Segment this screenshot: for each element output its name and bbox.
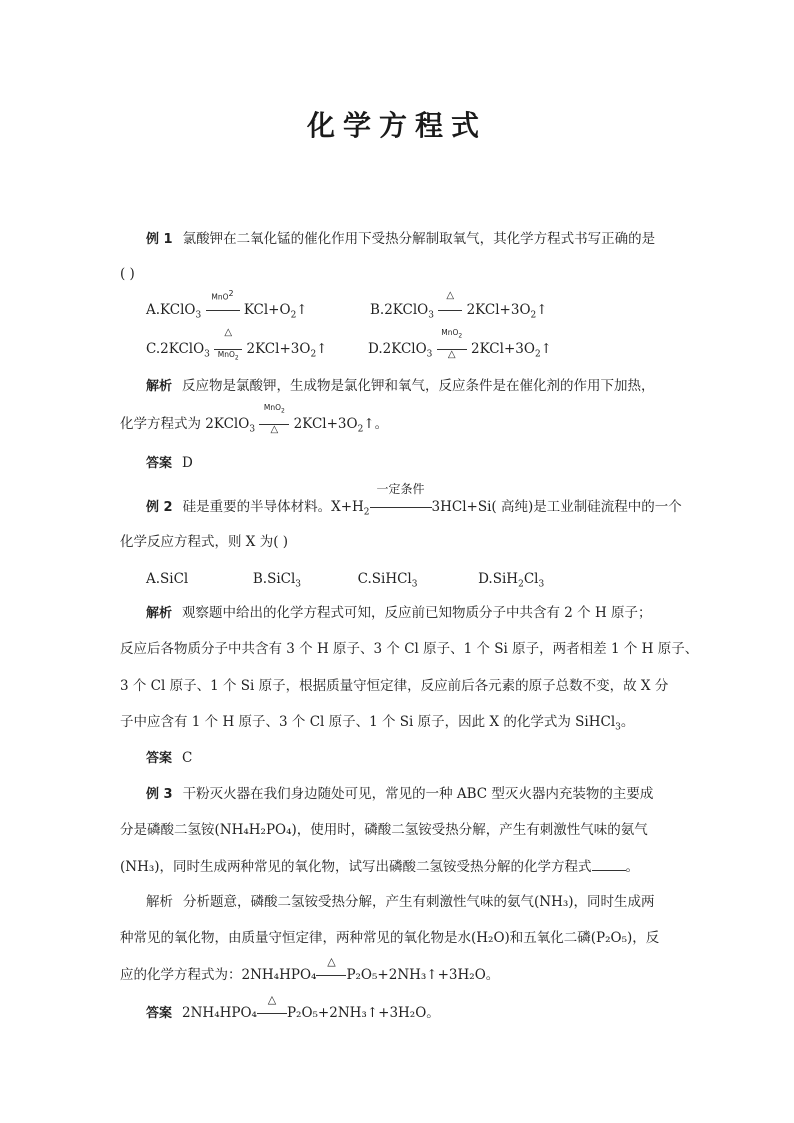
example-3-answer: 答案 2NH₄HPO₄ △ P₂O₅+2NH₃↑+3H₂O。 [146, 993, 440, 1021]
example-1-option-a: A.KClO$_3$ MnO$^2$ $KCl+O_2↑$ [146, 289, 308, 321]
example-2-option-b: B.SiCl$_3$ [252, 571, 302, 590]
answer-label: 答案 [146, 456, 173, 471]
example-2-answer: 答案 C [146, 750, 193, 766]
example-1-analysis: 解析 反应物是氯酸钾，生成物是氯化钾和氧气，反应条件是在催化剂的作用下加热， [146, 378, 655, 394]
example-3-question-line2: 分是磷酸二氢铵(NH₄H₂PO₄)，使用时，磷酸二氢铵受热分解，产生有刺激性气味的氨气 [120, 822, 648, 838]
example-1-question [146, 229, 655, 250]
example-2-option-a: A.SiCl [146, 571, 189, 587]
analysis-label: 解析 [146, 379, 173, 394]
example-2-analysis: 解析 观察题中给出的化学方程式可知，反应前已知物质分子中共含有 2 个 H 原子； [146, 605, 652, 621]
example-3-analysis: 解析 分析题意，磷酸二氢铵受热分解，产生有刺激性气味的氨气(NH₃)，同时生成两 [146, 894, 655, 910]
example-1-option-d: D.2KClO$_3$ MnO$_2$ △ $2KCl+3O_2↑$ [368, 328, 552, 360]
example-2-label: 例 2 [146, 500, 173, 515]
example-1-analysis-equation: 化学方程式为 2KClO$_3$ MnO$_2$ △ $2KCl+3O_2↑$。 [120, 403, 389, 435]
answer-blank [592, 856, 626, 871]
example-1-option-c: C.2KClO$_3$ △ MnO$_2$ $2KCl+3O_2↑$ [146, 327, 328, 362]
example-3-analysis-line3: 应的化学方程式为：2NH₄HPO₄ △ P₂O₅+2NH₃↑+3H₂O。 [120, 955, 500, 983]
example-2-analysis-line3: 3 个 Cl 原子、1 个 Si 原子，根据质量守恒定律，反应前后各元素的原子总数不变，故 X 分 [120, 678, 669, 694]
answer-label: 答案 [146, 1006, 173, 1021]
example-1-text: 氯酸钾在二氧化锰的催化作用下受热分解制取氧气，其化学方程式书写正确的是 [182, 231, 656, 247]
example-2-analysis-line4: 子中应含有 1 个 H 原子、3 个 Cl 原子、1 个 Si 原子，因此 X 的化学式为 SiHCl$_3$。 [120, 714, 635, 733]
example-1-answer: 答案 D [146, 455, 193, 471]
example-2-question: 例 2 硅是重要的半导体材料。$X+H_2$ 一定条件 3HCl+Si( 高纯)是工业制硅流程中的一个 [146, 482, 682, 518]
analysis-label: 解析 [146, 606, 173, 621]
example-3-question-line3: (NH₃)，同时生成两种常见的氧化物，试写出磷酸二氢铵受热分解的化学方程式 。 [120, 856, 639, 877]
page-title: 化学方程式 [306, 109, 487, 142]
example-3-question: 例 3 干粉灭火器在我们身边随处可见，常见的一种 ABC 型灭火器内充装物的主要成 [146, 786, 654, 802]
example-2-options [146, 569, 544, 595]
analysis-label: 解析 [146, 894, 173, 910]
example-2-question-line2: 化学反应方程式，则 X 为( ) [120, 534, 289, 550]
example-1-option-b: B.2KClO$_3$ △ $2KCl+3O_2↑$ [370, 290, 548, 321]
example-2-option-d: $D.SiH_2Cl_3$ [478, 571, 545, 590]
example-2-analysis-line2: 反应后各物质分子中共含有 3 个 H 原子、3 个 Cl 原子、1 个 Si 原子，两者相差 1 个 H 原子、 [120, 641, 699, 657]
answer-label: 答案 [146, 751, 173, 766]
example-1-label: 例 1 [146, 232, 173, 247]
example-3-analysis-line2: 种常见的氧化物，由质量守恒定律，两种常见的氧化物是水(H₂O)和五氧化二磷(P₂O₅)，反 [120, 930, 660, 946]
example-2-option-c: C.SiHCl$_3$ [357, 571, 418, 590]
example-3-label: 例 3 [146, 787, 173, 802]
example-1-question-blank: ( ) [120, 266, 135, 282]
